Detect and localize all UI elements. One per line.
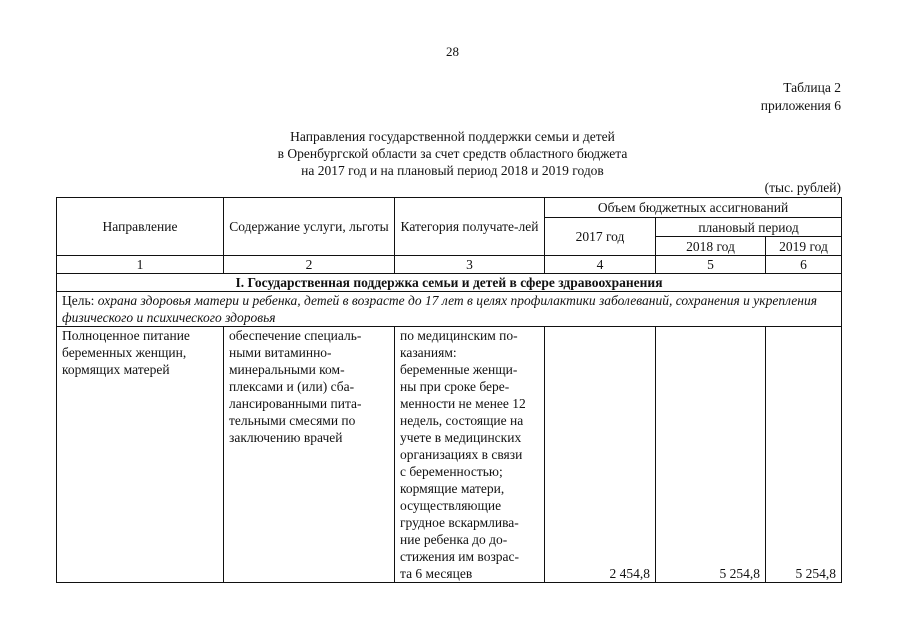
- header-category: Категория получате-лей: [395, 198, 545, 256]
- header-year-2018: 2018 год: [656, 237, 766, 256]
- cell-2018-amount: 5 254,8: [656, 327, 766, 583]
- budget-table: [56, 197, 842, 583]
- header-year-2019: 2019 год: [766, 237, 842, 256]
- table-label-line-2: приложения 6: [760, 98, 841, 113]
- table-label-line-1: Таблица 2: [783, 80, 841, 95]
- header-budget-volume: Объем бюджетных ассигнований: [545, 198, 842, 218]
- column-number-2: 2: [224, 256, 395, 274]
- header-year-2017: 2017 год: [545, 218, 656, 256]
- units-note: (тыс. рублей): [764, 180, 841, 195]
- header-direction: Направление: [57, 198, 224, 256]
- column-number-3: 3: [395, 256, 545, 274]
- column-number-1: 1: [57, 256, 224, 274]
- header-planned-period: плановый период: [656, 218, 842, 237]
- title-line-3: на 2017 год и на плановый период 2018 и 2019 годов: [301, 163, 604, 178]
- table-label: [761, 79, 841, 115]
- header-service: Содержание услуги, льготы: [224, 198, 395, 256]
- section-title: I. Государственная поддержка семьи и детей в сфере здравоохранения: [57, 274, 842, 292]
- cell-2017-amount: 2 454,8: [545, 327, 656, 583]
- title-line-1: Направления государственной поддержки семьи и детей: [290, 129, 615, 144]
- table-row: [57, 327, 842, 583]
- page-number: 28: [446, 44, 459, 59]
- cell-service: обеспечение специаль- ными витаминно- минеральными ком- плексами и (или) сба- лансированными пита- тельными смесями по заключению врачей: [224, 327, 395, 583]
- column-number-4: 4: [545, 256, 656, 274]
- cell-2019-amount: 5 254,8: [766, 327, 842, 583]
- column-number-6: 6: [766, 256, 842, 274]
- title-line-2: в Оренбургской области за счет средств областного бюджета: [277, 146, 628, 161]
- document-title: [0, 128, 905, 179]
- cell-category: по медицинским по- казаниям: беременные женщи- ны при сроке бере- менности не менее 12 недель, состоящие на учете в медицинских организациях в связи с беременностью; кормящие матери, осуществляющие грудное вскармлива- ние ребенка до до- стижения им возрас- та 6 месяцев: [395, 327, 545, 583]
- column-number-5: 5: [656, 256, 766, 274]
- goal-text: охрана здоровья матери и ребенка, детей в возрасте до 17 лет в целях профилактики заболеваний, сохранения и укрепления физического и психического здоровья: [62, 293, 818, 325]
- goal-label: Цель:: [62, 293, 95, 308]
- goal-row: [57, 292, 842, 327]
- cell-direction: Полноценное питание беременных женщин, кормящих матерей: [57, 327, 224, 583]
